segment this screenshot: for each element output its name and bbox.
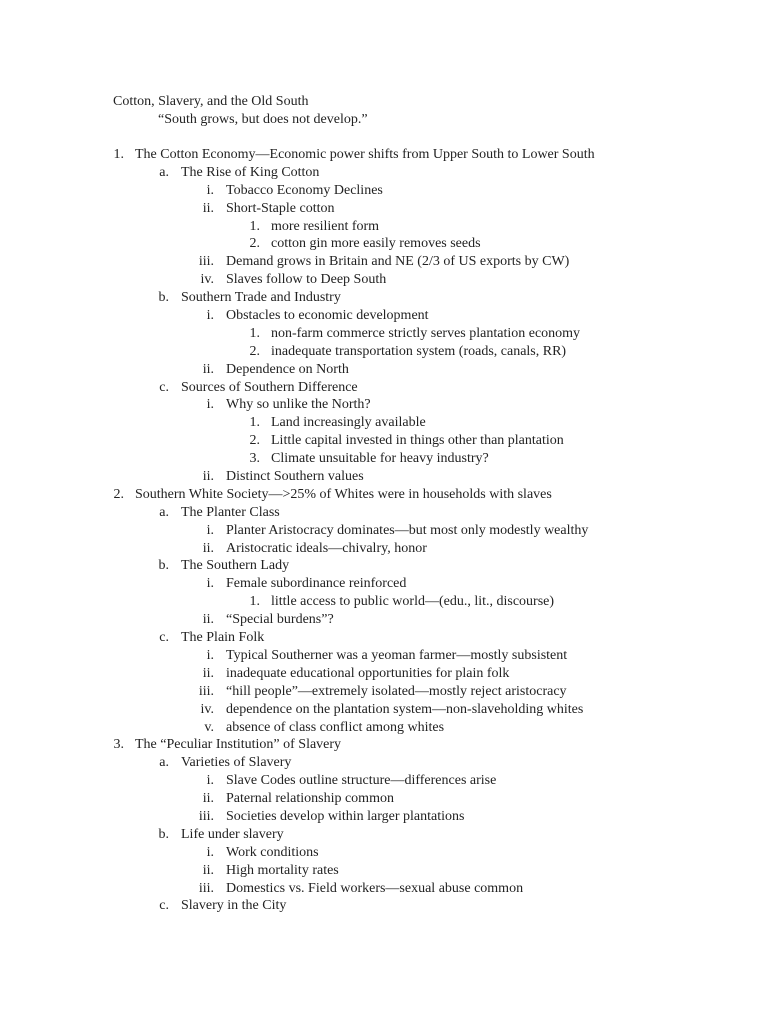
outline-item-marker: iii. bbox=[198, 683, 214, 699]
outline-item-marker: 2. bbox=[249, 343, 260, 359]
outline-item-marker: 2. bbox=[249, 236, 260, 252]
outline-item-marker: ii. bbox=[202, 791, 214, 807]
outline-item-text: Climate unsuitable for heavy industry? bbox=[271, 451, 489, 467]
outline-item-level-3 bbox=[0, 880, 768, 898]
outline-item-marker: ii. bbox=[202, 469, 214, 485]
outline-item-text: Varieties of Slavery bbox=[181, 755, 292, 771]
outline-item-level-2 bbox=[0, 754, 768, 772]
outline-item-text: Why so unlike the North? bbox=[226, 397, 371, 413]
outline-item-marker: b. bbox=[158, 826, 169, 842]
outline-item-text: The Planter Class bbox=[181, 504, 280, 520]
outline-item-text: The Plain Folk bbox=[181, 630, 265, 646]
outline-item-marker: a. bbox=[159, 164, 169, 180]
outline-item-marker: 1. bbox=[113, 147, 124, 162]
outline-item-marker: 2. bbox=[113, 486, 124, 502]
outline-item-text: absence of class conflict among whites bbox=[226, 719, 445, 735]
outline-item-text: inadequate educational opportunities for plain folk bbox=[226, 665, 510, 681]
outline-item-level-2 bbox=[0, 289, 768, 307]
outline-item-marker: 1. bbox=[249, 415, 260, 431]
document-title: Cotton, Slavery, and the Old South bbox=[113, 94, 309, 109]
outline-item-marker: 3. bbox=[249, 451, 260, 467]
outline-item-marker: v. bbox=[204, 719, 214, 735]
outline-item-level-2 bbox=[0, 557, 768, 575]
outline-item-marker: i. bbox=[206, 647, 214, 663]
outline-item-marker: b. bbox=[158, 290, 169, 306]
outline-item-text: High mortality rates bbox=[226, 862, 339, 878]
outline-item-level-2 bbox=[0, 897, 768, 915]
outline-item-marker: 1. bbox=[249, 325, 260, 341]
outline-item-text: non-farm commerce strictly serves plantation economy bbox=[271, 325, 581, 341]
outline-item-marker: ii. bbox=[202, 665, 214, 681]
outline-item-text: “hill people”—extremely isolated—mostly reject aristocracy bbox=[226, 683, 567, 699]
outline-item-level-3 bbox=[0, 271, 768, 289]
outline-item-text: Dependence on North bbox=[226, 361, 349, 377]
outline-item-level-3 bbox=[0, 540, 768, 558]
outline-item-level-3 bbox=[0, 575, 768, 593]
outline-item-marker: i. bbox=[206, 576, 214, 592]
outline-item-marker: a. bbox=[159, 755, 169, 771]
outline-item-text: Aristocratic ideals—chivalry, honor bbox=[226, 540, 427, 556]
outline-item-level-3 bbox=[0, 253, 768, 271]
outline-item-text: Slaves follow to Deep South bbox=[226, 272, 387, 288]
outline-item-text: inadequate transportation system (roads, canals, RR) bbox=[271, 343, 567, 359]
outline-item-marker: ii. bbox=[202, 612, 214, 628]
outline-item-marker: c. bbox=[159, 630, 169, 646]
outline-item-text: The “Peculiar Institution” of Slavery bbox=[135, 737, 342, 753]
outline-item-level-3 bbox=[0, 522, 768, 540]
outline-item-text: Domestics vs. Field workers—sexual abuse common bbox=[226, 880, 524, 896]
outline-item-marker: 3. bbox=[113, 737, 124, 753]
outline-item-marker: 2. bbox=[249, 433, 260, 449]
outline-item-marker: c. bbox=[159, 898, 169, 914]
outline-item-level-4 bbox=[0, 235, 768, 253]
outline-item-level-3 bbox=[0, 665, 768, 683]
outline-item-marker: iii. bbox=[198, 880, 214, 896]
outline-item-text: Typical Southerner was a yeoman farmer—mostly subsistent bbox=[226, 647, 568, 663]
outline-item-marker: 1. bbox=[249, 218, 260, 234]
outline-item-level-2 bbox=[0, 164, 768, 182]
outline-item-text: dependence on the plantation system—non-slaveholding whites bbox=[226, 701, 584, 717]
outline-item-text: Work conditions bbox=[226, 844, 319, 860]
outline-item-marker: b. bbox=[158, 558, 169, 574]
outline-item-level-2 bbox=[0, 629, 768, 647]
outline-item-level-1 bbox=[0, 486, 768, 504]
outline-item-text: Short-Staple cotton bbox=[226, 200, 335, 216]
outline-item-marker: iii. bbox=[198, 808, 214, 824]
outline-item-text: Slavery in the City bbox=[181, 898, 287, 914]
outline-item-marker: ii. bbox=[202, 200, 214, 216]
outline-item-marker: i. bbox=[206, 397, 214, 413]
outline-item-level-4 bbox=[0, 414, 768, 432]
outline-item-marker: ii. bbox=[202, 540, 214, 556]
outline-item-level-4 bbox=[0, 343, 768, 361]
outline-item-text: Southern Trade and Industry bbox=[181, 290, 341, 306]
outline-item-level-3 bbox=[0, 719, 768, 737]
outline-item-marker: c. bbox=[159, 379, 169, 395]
outline-item-level-3 bbox=[0, 772, 768, 790]
outline-item-level-4 bbox=[0, 218, 768, 236]
outline-item-level-4 bbox=[0, 450, 768, 468]
outline-item-text: Distinct Southern values bbox=[226, 469, 364, 485]
outline-item-level-3 bbox=[0, 396, 768, 414]
outline-item-text: cotton gin more easily removes seeds bbox=[271, 236, 481, 252]
outline-list bbox=[0, 146, 768, 915]
outline-item-marker: 1. bbox=[249, 594, 260, 610]
outline-item-text: Tobacco Economy Declines bbox=[226, 182, 383, 198]
outline-item-marker: ii. bbox=[202, 862, 214, 878]
outline-item-level-3 bbox=[0, 611, 768, 629]
outline-item-marker: i. bbox=[206, 522, 214, 538]
outline-item-text: Demand grows in Britain and NE (2/3 of US exports by CW) bbox=[226, 254, 570, 270]
outline-item-text: more resilient form bbox=[271, 218, 380, 234]
outline-item-text: The Cotton Economy—Economic power shifts from Upper South to Lower South bbox=[135, 147, 595, 162]
outline-item-marker: i. bbox=[206, 308, 214, 324]
outline-item-level-3 bbox=[0, 468, 768, 486]
outline-item-text: Southern White Society—>25% of Whites were in households with slaves bbox=[135, 486, 552, 502]
outline-item-level-3 bbox=[0, 701, 768, 719]
outline-item-level-4 bbox=[0, 432, 768, 450]
outline-item-text: Obstacles to economic development bbox=[226, 308, 429, 324]
outline-item-level-3 bbox=[0, 683, 768, 701]
outline-item-text: Land increasingly available bbox=[271, 415, 426, 431]
outline-item-level-2 bbox=[0, 504, 768, 522]
outline-item-level-3 bbox=[0, 307, 768, 325]
outline-item-marker: i. bbox=[206, 773, 214, 789]
outline-item-level-4 bbox=[0, 325, 768, 343]
outline-item-level-3 bbox=[0, 361, 768, 379]
outline-item-level-3 bbox=[0, 862, 768, 880]
outline-item-level-3 bbox=[0, 200, 768, 218]
outline-item-text: Little capital invested in things other than plantation bbox=[271, 433, 564, 449]
outline-item-level-3 bbox=[0, 647, 768, 665]
outline-item-level-2 bbox=[0, 379, 768, 397]
outline-item-text: Sources of Southern Difference bbox=[181, 379, 358, 395]
outline-item-marker: i. bbox=[206, 182, 214, 198]
document-subtitle: “South grows, but does not develop.” bbox=[158, 112, 368, 127]
outline-item-marker: ii. bbox=[202, 361, 214, 377]
outline-item-text: Planter Aristocracy dominates—but most only modestly wealthy bbox=[226, 522, 589, 538]
outline-item-level-1 bbox=[0, 736, 768, 754]
outline-item-level-3 bbox=[0, 790, 768, 808]
outline-item-text: Paternal relationship common bbox=[226, 791, 394, 807]
outline-item-level-3 bbox=[0, 808, 768, 826]
outline-item-text: “Special burdens”? bbox=[226, 612, 334, 628]
outline-item-marker: a. bbox=[159, 504, 169, 520]
outline-item-marker: iv. bbox=[200, 701, 214, 717]
outline-item-marker: iii. bbox=[198, 254, 214, 270]
outline-item-level-4 bbox=[0, 593, 768, 611]
outline-item-marker: iv. bbox=[200, 272, 214, 288]
outline-item-level-3 bbox=[0, 844, 768, 862]
outline-item-marker: i. bbox=[206, 844, 214, 860]
outline-item-text: Slave Codes outline structure—differences arise bbox=[226, 773, 497, 789]
outline-item-text: Female subordinance reinforced bbox=[226, 576, 407, 592]
outline-item-text: little access to public world—(edu., lit., discourse) bbox=[271, 594, 555, 610]
outline-item-text: The Rise of King Cotton bbox=[181, 164, 320, 180]
outline-item-text: The Southern Lady bbox=[181, 558, 290, 574]
outline-item-level-1 bbox=[0, 146, 768, 164]
outline-item-level-3 bbox=[0, 182, 768, 200]
outline-item-text: Life under slavery bbox=[181, 826, 284, 842]
outline-item-level-2 bbox=[0, 826, 768, 844]
outline-item-text: Societies develop within larger plantations bbox=[226, 808, 465, 824]
